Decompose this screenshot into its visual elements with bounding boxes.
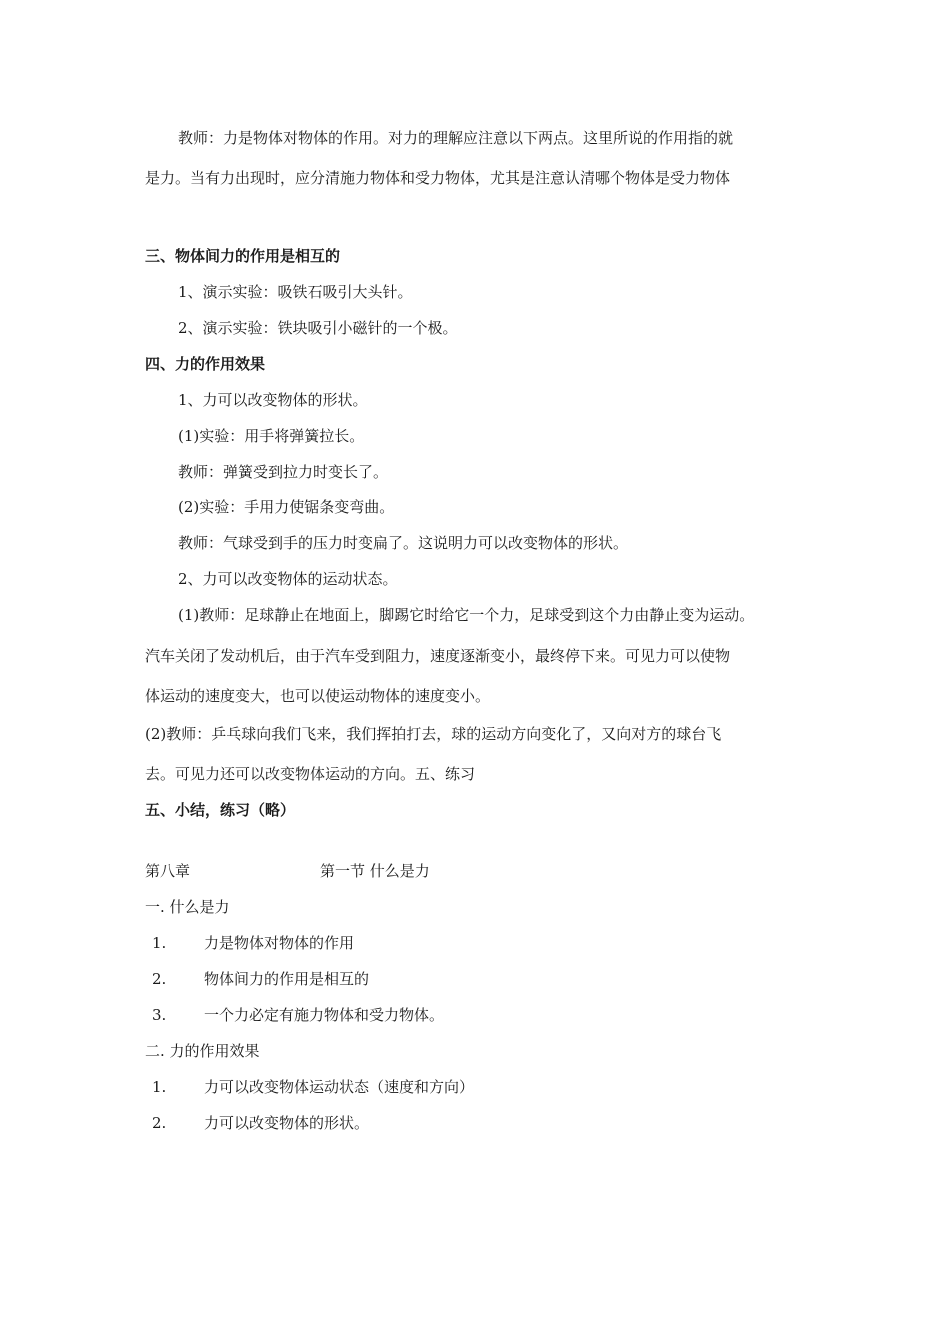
board-part-2-item-2	[152, 1113, 369, 1133]
section-4-line-8: 汽车关闭了发动机后，由于汽车受到阻力，速度逐渐变小，最终停下来。可见力可以使物	[145, 647, 731, 665]
board-section-title: 第一节 什么是力	[320, 862, 430, 880]
item-text: 物体间力的作用是相互的	[204, 970, 370, 988]
section-4-line-6: 2、力可以改变物体的运动状态。	[178, 570, 398, 588]
item-number: 2.	[152, 970, 167, 988]
section-4-line-10: (2)教师：乒乓球向我们飞来，我们挥拍打去，球的运动方向变化了，又向对方的球台飞	[145, 725, 722, 743]
board-part-2-heading: 二. 力的作用效果	[145, 1042, 260, 1060]
section-4-line-9: 体运动的速度变大，也可以使运动物体的速度变小。	[145, 687, 491, 705]
section-4-line-2: (1)实验：用手将弹簧拉长。	[178, 427, 365, 445]
section-4-line-5: 教师：气球受到手的压力时变扁了。这说明力可以改变物体的形状。	[178, 534, 629, 552]
item-text: 力是物体对物体的作用	[204, 934, 355, 952]
section-4-line-4: (2)实验：手用力使锯条变弯曲。	[178, 498, 395, 516]
item-text: 一个力必定有施力物体和受力物体。	[204, 1006, 445, 1024]
item-text: 力可以改变物体的形状。	[204, 1114, 370, 1132]
section-4-line-11: 去。可见力还可以改变物体运动的方向。五、练习	[145, 765, 476, 783]
item-number: 3.	[152, 1006, 167, 1024]
section-3-item-1: 1、演示实验：吸铁石吸引大头针。	[178, 283, 413, 301]
item-number: 1.	[152, 1078, 167, 1096]
section-5-heading: 五、小结，练习（略）	[145, 801, 296, 819]
board-part-2-item-1	[152, 1077, 474, 1097]
section-4-heading: 四、力的作用效果	[145, 355, 266, 373]
item-number: 2.	[152, 1114, 167, 1132]
item-number: 1.	[152, 934, 167, 952]
section-3-item-2: 2、演示实验：铁块吸引小磁针的一个极。	[178, 319, 458, 337]
board-chapter: 第八章	[145, 862, 191, 880]
board-part-1-item-3	[152, 1005, 444, 1025]
intro-line-1: 教师：力是物体对物体的作用。对力的理解应注意以下两点。这里所说的作用指的就	[178, 129, 734, 147]
item-text: 力可以改变物体运动状态（速度和方向）	[204, 1078, 475, 1096]
section-4-line-7: (1)教师：足球静止在地面上，脚踢它时给它一个力，足球受到这个力由静止变为运动。	[178, 606, 755, 624]
board-part-1-item-1	[152, 933, 354, 953]
board-part-1-item-2	[152, 969, 369, 989]
section-4-line-1: 1、力可以改变物体的形状。	[178, 391, 368, 409]
board-part-1-heading: 一. 什么是力	[145, 898, 230, 916]
section-4-line-3: 教师：弹簧受到拉力时变长了。	[178, 463, 389, 481]
intro-line-2: 是力。当有力出现时，应分清施力物体和受力物体，尤其是注意认清哪个物体是受力物体	[145, 169, 731, 187]
section-3-heading: 三、物体间力的作用是相互的	[145, 247, 341, 265]
